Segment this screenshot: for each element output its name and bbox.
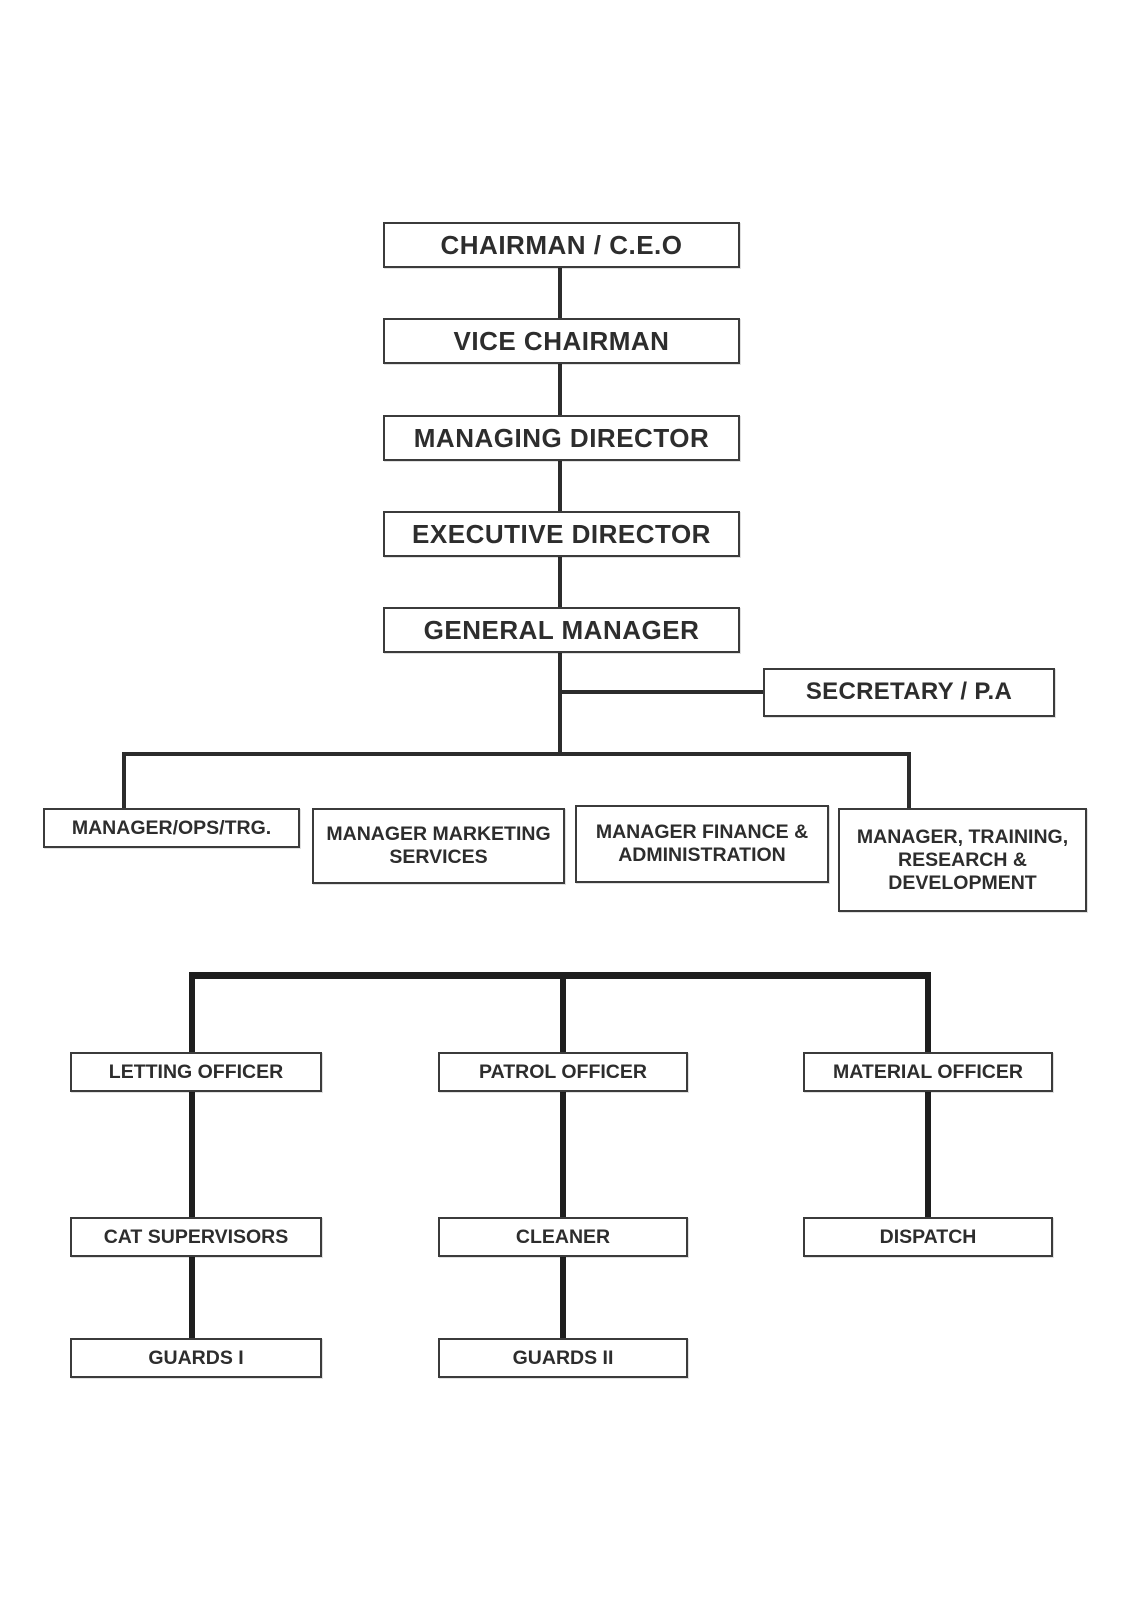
node-vice-chairman: VICE CHAIRMAN	[383, 318, 740, 364]
connector-chairman-vicechairman	[558, 266, 562, 320]
node-general-manager: GENERAL MANAGER	[383, 607, 740, 653]
node-managing-director: MANAGING DIRECTOR	[383, 415, 740, 461]
node-guards-2: GUARDS II	[438, 1338, 688, 1378]
node-manager-ops-trg: MANAGER/OPS/TRG.	[43, 808, 300, 848]
node-secretary-pa: SECRETARY / P.A	[763, 668, 1055, 717]
connector-managers-bus	[122, 752, 911, 756]
node-manager-training-research-development: MANAGER, TRAINING, RESEARCH & DEVELOPMENT	[838, 808, 1087, 912]
connector-bus-material-officer	[925, 972, 931, 1052]
node-dispatch: DISPATCH	[803, 1217, 1053, 1257]
connector-executivedirector-generalmanager	[558, 555, 562, 609]
connector-bus-patrol-officer	[560, 972, 566, 1052]
connector-patrol-cleaner	[560, 1092, 566, 1217]
connector-bus-letting-officer	[189, 972, 195, 1052]
node-manager-finance-administration: MANAGER FINANCE & ADMINISTRATION	[575, 805, 829, 883]
connector-vicechairman-managingdirector	[558, 362, 562, 417]
node-executive-director: EXECUTIVE DIRECTOR	[383, 511, 740, 557]
node-material-officer: MATERIAL OFFICER	[803, 1052, 1053, 1092]
connector-letting-catsupervisors	[189, 1092, 195, 1217]
node-chairman-ceo: CHAIRMAN / C.E.O	[383, 222, 740, 268]
node-manager-marketing-services: MANAGER MARKETING SERVICES	[312, 808, 565, 884]
connector-generalmanager-managersrow-stem	[558, 651, 562, 756]
node-letting-officer: LETTING OFFICER	[70, 1052, 322, 1092]
connector-cleaner-guards2	[560, 1257, 566, 1338]
connector-material-dispatch	[925, 1092, 931, 1217]
connector-catsupervisors-guards1	[189, 1257, 195, 1338]
node-patrol-officer: PATROL OFFICER	[438, 1052, 688, 1092]
connector-generalmanager-secretary	[560, 690, 763, 694]
node-guards-1: GUARDS I	[70, 1338, 322, 1378]
connector-bus-manager-training	[907, 752, 911, 810]
connector-bus-manager-ops	[122, 752, 126, 808]
connector-managingdirector-executivedirector	[558, 459, 562, 513]
node-cleaner: CLEANER	[438, 1217, 688, 1257]
node-cat-supervisors: CAT SUPERVISORS	[70, 1217, 322, 1257]
